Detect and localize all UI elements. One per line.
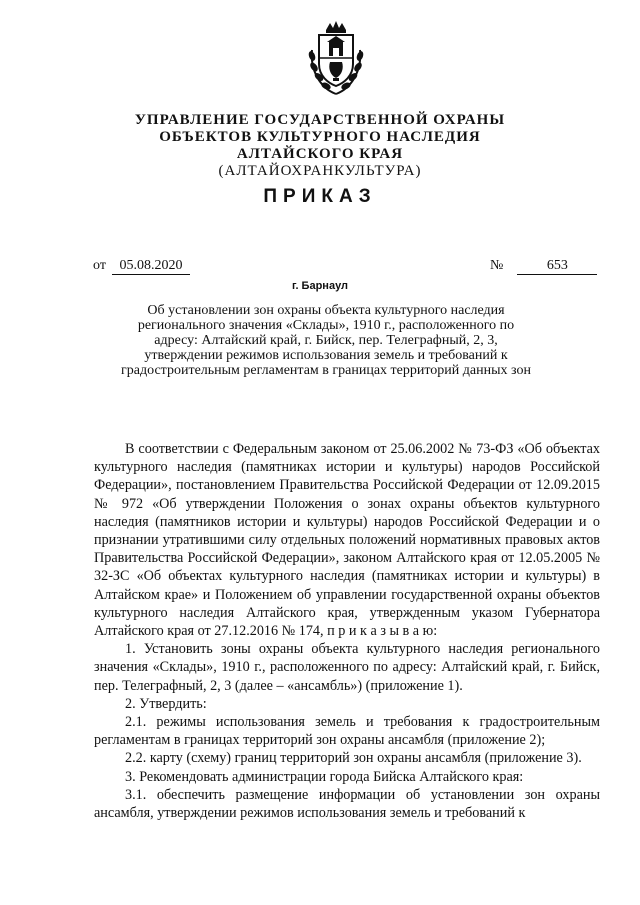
order-date-row bbox=[93, 258, 190, 275]
body-paragraph-3-1: 3.1. обеспечить размещение информации об установлении зон охраны ансамбля, утверждении режимов использования земель и требований к bbox=[94, 786, 600, 822]
organization-name bbox=[0, 112, 640, 180]
order-date: 05.08.2020 bbox=[112, 258, 190, 275]
order-body bbox=[94, 440, 600, 822]
org-name-short: (АЛТАЙОХРАНКУЛЬТУРА) bbox=[218, 163, 422, 179]
document-title: ПРИКАЗ bbox=[263, 186, 377, 207]
body-paragraph-2: 2. Утвердить: bbox=[125, 695, 207, 712]
org-name-line-1: УПРАВЛЕНИЕ ГОСУДАРСТВЕННОЙ ОХРАНЫ bbox=[134, 112, 506, 128]
body-paragraph-3: 3. Рекомендовать администрации города Бийска Алтайского края: bbox=[125, 768, 524, 785]
org-name-line-2: ОБЪЕКТОВ КУЛЬТУРНОГО НАСЛЕДИЯ bbox=[159, 129, 481, 145]
org-name-line-3: АЛТАЙСКОГО КРАЯ bbox=[236, 146, 404, 162]
body-paragraph-2-1: 2.1. режимы использования земель и требования к градостроительным регламентам в границах территорий зон охраны ансамбля (приложение 2); bbox=[94, 714, 600, 749]
city-label: г. Барнаул bbox=[291, 280, 349, 292]
order-number: 653 bbox=[517, 258, 597, 275]
order-number-row bbox=[490, 258, 597, 275]
body-paragraph-preamble: В соответствии с Федеральным законом от 25.06.2002 № 73-ФЗ «Об объектах культурного наследия (памятниках истории и культуры) народов Российской Федерации», постановлением Правительства Российской Федерации от 12.09.2015 № 972 «Об утверждении Положения о зонах охраны объектов культурного наследия (памятников истории и культуры) народов Российской Федерации и о признании утратившими силу отдельных положений нормативных правовых актов Правительства Российской Федерации», законом Алтайского края от 12.05.2005 № 32-ЗС «Об объектах культурного наследия (памятниках истории и культуры) в Алтайском крае» и Положением об управлении государственной охраны объектов культурного наследия Алтайского края, утвержденным указом Губернатора Алтайского края от 27.12.2016 № 174, п р и к а з ы в а ю: bbox=[94, 441, 600, 640]
body-paragraph-1: 1. Установить зоны охраны объекта культурного наследия регионального значения «Склады», 1910 г., расположенного по адресу: Алтайский край, г. Бийск, пер. Телеграфный, 2, 3 (далее – «ансамбль») (приложение 1). bbox=[94, 641, 600, 694]
date-prefix: от bbox=[93, 258, 106, 273]
coat-of-arms-icon bbox=[302, 20, 370, 98]
order-subject: Об установлении зон охраны объекта культурного наследия регионального значения «Склады», 1910 г., расположенного по адресу: Алтайский край, г. Бийск, пер. Телеграфный, 2, 3, утверждении режимов использования земель и требований к градостроительным регламентам в границах территорий данных зон bbox=[121, 303, 531, 378]
body-paragraph-2-2: 2.2. карту (схему) границ территорий зон охраны ансамбля (приложение 3). bbox=[125, 750, 582, 767]
number-prefix: № bbox=[490, 258, 504, 273]
